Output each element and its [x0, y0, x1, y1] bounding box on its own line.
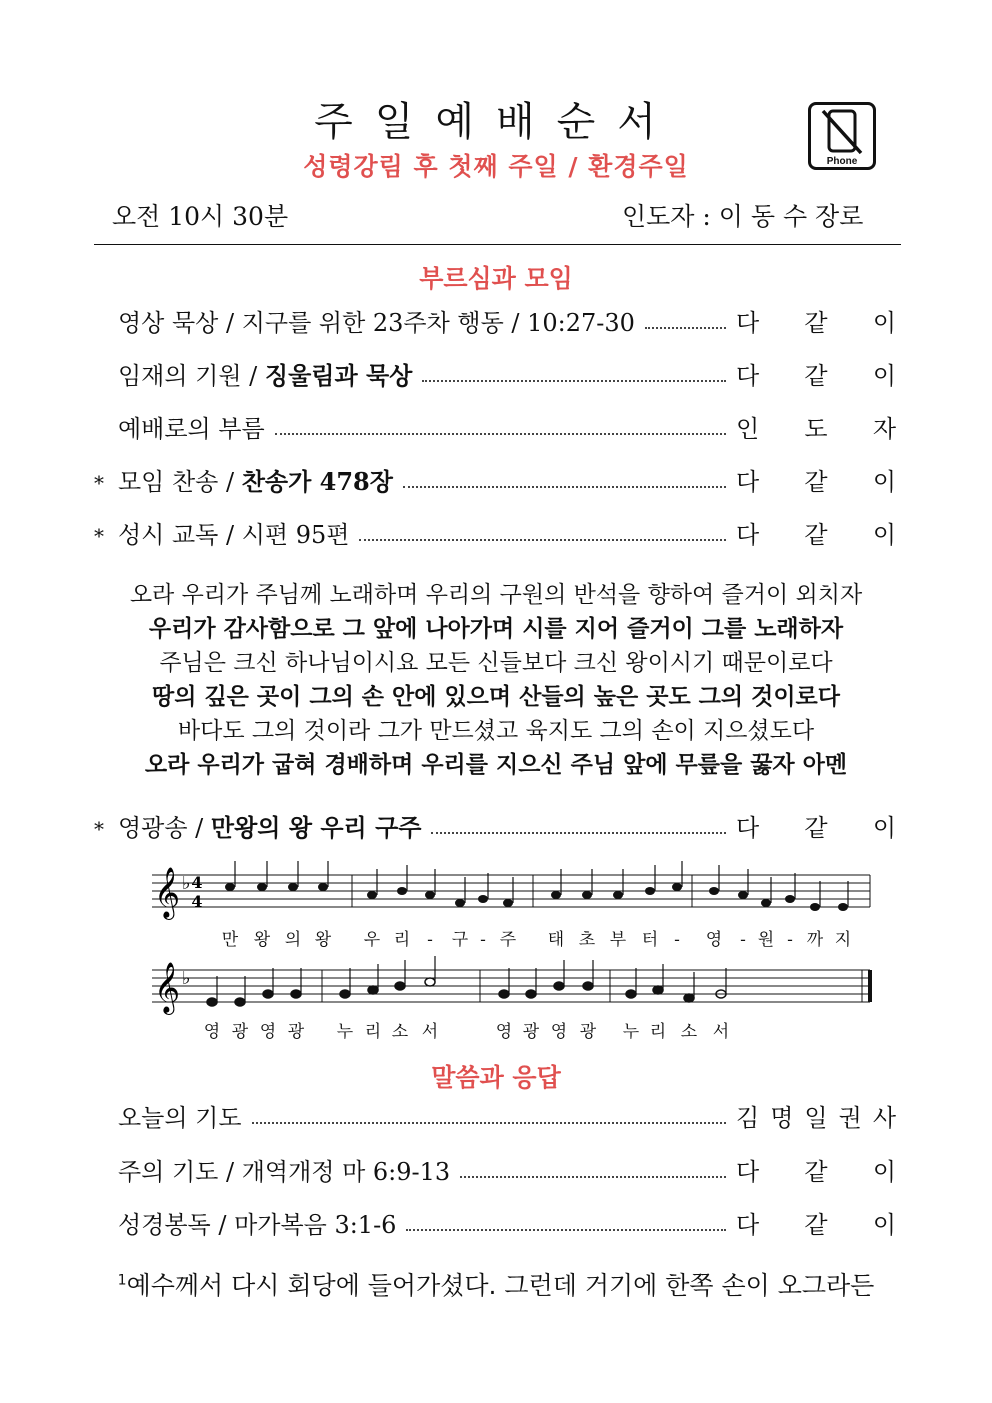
page-subtitle: 성령강림 후 첫째 주일 / 환경주일	[303, 152, 689, 181]
lyric-syllable: 터	[641, 930, 659, 950]
psalm-line: 오라 우리가 굽혀 경배하며 우리를 지으신 주님 앞에 무릎을 꿇자 아멘	[144, 752, 848, 778]
service-item-emphasis: 만왕의 왕 우리 구주	[210, 813, 422, 842]
lyric-syllable: 영	[495, 1022, 513, 1042]
note-head	[810, 903, 820, 911]
lyric-syllable: 태	[547, 930, 565, 950]
lyric-syllable: -	[740, 930, 746, 950]
note-head	[499, 990, 509, 998]
note-head	[318, 883, 328, 891]
participant-char: 자	[872, 415, 896, 443]
service-item-title: 주의 기도 / 개역개정 마 6:9-13	[118, 1158, 451, 1186]
note-head	[340, 990, 350, 998]
service-item	[94, 807, 896, 843]
service-item-participant	[736, 462, 896, 497]
lyric-syllable: 초	[578, 930, 596, 950]
participant-char: 다	[736, 362, 760, 390]
note-head	[235, 998, 245, 1006]
participant-char: 이	[872, 468, 896, 496]
lyric-syllable: 영	[259, 1022, 277, 1042]
note-head	[397, 887, 407, 895]
participant-char: 이	[872, 362, 896, 390]
participant-char: 이	[872, 814, 896, 842]
note-head	[395, 982, 405, 990]
scripture-text	[0, 1266, 992, 1302]
note-head	[582, 891, 592, 899]
service-item-title: 영광송 /	[118, 814, 211, 842]
lyric-syllable: 광	[231, 1022, 249, 1042]
lyric-syllable: 누	[622, 1022, 640, 1042]
psalm-line: 바다도 그의 것이라 그가 만드셨고 육지도 그의 손이 지으셨도다	[177, 718, 815, 744]
header-divider	[94, 244, 901, 245]
lyric-syllable: 누	[336, 1022, 354, 1042]
service-item-participant	[736, 356, 896, 391]
lyric-syllable: 소	[391, 1022, 409, 1042]
participant-char: 같	[804, 309, 828, 337]
lyric-syllable: 지	[834, 930, 852, 950]
participant-char: 다	[736, 1158, 760, 1186]
participant-char: 이	[872, 1158, 896, 1186]
lyric-syllable: 리	[649, 1022, 667, 1042]
participant-char: 일	[804, 1104, 828, 1132]
stand-marker: *	[94, 817, 104, 841]
psalm-line: 주님은 크신 하나님이시요 모든 신들보다 크신 왕이시기 때문이로다	[159, 650, 833, 676]
note-head	[738, 891, 748, 899]
time-signature-bottom: 4	[191, 892, 203, 911]
service-item-label	[118, 409, 265, 444]
scripture-line: 예수께서 다시 회당에 들어가셨다. 그런데 거기에 한쪽 손이 오그라든	[126, 1271, 875, 1300]
participant-char: 도	[804, 415, 828, 443]
note-head	[425, 978, 435, 986]
participant-char: 같	[804, 814, 828, 842]
lyric-syllable: 서	[421, 1022, 439, 1042]
service-item-participant	[736, 808, 896, 843]
note-head	[645, 887, 655, 895]
lyric-syllable: 영	[203, 1022, 221, 1042]
service-item-title: 예배로의 부름	[118, 415, 265, 443]
service-item	[118, 1204, 896, 1240]
service-item-participant	[736, 515, 896, 550]
note-head	[455, 899, 465, 907]
note-head	[626, 990, 636, 998]
note-head	[526, 990, 536, 998]
service-item-label	[118, 462, 393, 497]
participant-char: 같	[804, 362, 828, 390]
lyric-syllable: 영	[705, 930, 723, 950]
note-head	[709, 887, 719, 895]
service-item	[118, 1151, 896, 1187]
note-head	[368, 986, 378, 994]
service-time: 오전 10시 30분	[112, 202, 289, 231]
note-head	[263, 990, 273, 998]
flat-icon: ♭	[182, 873, 191, 894]
lyric-syllable: 만	[221, 930, 239, 950]
dot-leader	[406, 1229, 726, 1231]
service-item-label	[118, 1098, 242, 1133]
service-item	[118, 1097, 896, 1133]
participant-char: 같	[804, 468, 828, 496]
lyric-syllable: -	[480, 930, 486, 950]
service-item-label	[118, 356, 412, 391]
participant-char: 인	[736, 415, 760, 443]
lyric-syllable: 우	[363, 930, 381, 950]
service-item	[118, 408, 896, 444]
note-head	[367, 891, 377, 899]
psalm-line: 우리가 감사함으로 그 앞에 나아가며 시를 지어 즐거이 그를 노래하자	[148, 616, 844, 642]
dot-leader	[275, 433, 726, 435]
participant-char: 같	[804, 521, 828, 549]
participant-char: 김	[736, 1104, 760, 1132]
note-head	[503, 899, 513, 907]
note-head	[672, 883, 682, 891]
participant-char: 권	[838, 1104, 862, 1132]
time-signature-top: 4	[191, 873, 203, 892]
lyric-syllable: 광	[287, 1022, 305, 1042]
participant-char: 명	[770, 1104, 794, 1132]
note-head	[613, 891, 623, 899]
lyric-syllable: 왕	[314, 930, 332, 950]
service-item-label	[118, 515, 349, 550]
participant-char: 다	[736, 468, 760, 496]
service-item	[94, 514, 896, 550]
service-item-title: 임재의 기원 /	[118, 362, 265, 390]
service-item-emphasis: 찬송가 478장	[241, 467, 393, 496]
service-item-label	[118, 1152, 450, 1187]
note-head	[551, 891, 561, 899]
lyric-syllable: 원	[757, 930, 775, 950]
participant-char: 같	[804, 1211, 828, 1239]
note-head	[761, 899, 771, 907]
note-head	[684, 994, 694, 1002]
dot-leader	[460, 1176, 726, 1178]
note-head	[291, 990, 301, 998]
service-item-participant	[736, 1205, 896, 1240]
service-item-label	[118, 303, 635, 338]
service-item-label	[118, 808, 421, 843]
psalm-line: 오라 우리가 주님께 노래하며 우리의 구원의 반석을 향하여 즐거이 외치자	[129, 582, 863, 608]
service-item-title: 오늘의 기도	[118, 1104, 242, 1132]
lyric-syllable: 부	[609, 930, 627, 950]
lyric-syllable: 까	[806, 930, 824, 950]
service-item-title: 성시 교독 / 시편 95편	[118, 521, 350, 549]
service-item-title: 모임 찬송 /	[118, 468, 242, 496]
dot-leader	[403, 486, 726, 488]
treble-clef-icon: 𝄞	[154, 867, 181, 918]
note-head	[554, 982, 564, 990]
service-item-emphasis: 징울림과 묵상	[264, 361, 413, 390]
dot-leader	[645, 327, 726, 329]
page-title: 주일예배순서	[314, 99, 678, 145]
lyric-syllable: 서	[712, 1022, 730, 1042]
psalm-line: 땅의 깊은 곳이 그의 손 안에 있으며 산들의 높은 곳도 그의 것이로다	[152, 684, 840, 710]
lyric-syllable: 의	[284, 930, 302, 950]
participant-char: 이	[872, 1211, 896, 1239]
lyric-syllable: 구	[451, 930, 469, 950]
note-head	[288, 883, 298, 891]
service-item-participant	[736, 1152, 896, 1187]
flat-icon: ♭	[182, 968, 191, 989]
note-head	[207, 998, 217, 1006]
lyric-syllable: 영	[550, 1022, 568, 1042]
participant-char: 다	[736, 814, 760, 842]
dot-leader	[422, 380, 726, 382]
lyric-syllable: -	[427, 930, 433, 950]
note-head	[653, 986, 663, 994]
stand-marker: *	[94, 471, 104, 495]
service-item-title: 영상 묵상 / 지구를 위한 23주차 행동 / 10:27-30	[118, 309, 635, 337]
participant-char: 사	[872, 1104, 896, 1132]
participant-char: 다	[736, 1211, 760, 1239]
lyric-syllable: 광	[579, 1022, 597, 1042]
note-head	[583, 982, 593, 990]
lyric-syllable: 주	[499, 930, 517, 950]
lyric-syllable: 소	[680, 1022, 698, 1042]
service-item-participant	[736, 1098, 896, 1133]
note-head	[785, 895, 795, 903]
note-head	[478, 895, 488, 903]
service-item-participant	[736, 409, 896, 444]
service-item	[118, 355, 896, 391]
participant-char: 이	[872, 521, 896, 549]
lyric-syllable: -	[787, 930, 793, 950]
lyric-syllable: 광	[522, 1022, 540, 1042]
lyric-syllable: 리	[364, 1022, 382, 1042]
section-title-word: 말씀과 응답	[431, 1063, 561, 1092]
note-head	[425, 891, 435, 899]
stand-marker: *	[94, 524, 104, 548]
music-score	[0, 855, 992, 1050]
lyric-syllable: -	[674, 930, 680, 950]
service-item	[94, 461, 896, 497]
note-head	[838, 903, 848, 911]
service-item	[118, 302, 896, 338]
dot-leader	[431, 832, 726, 834]
participant-char: 다	[736, 521, 760, 549]
note-head	[225, 883, 235, 891]
participant-char: 이	[872, 309, 896, 337]
dot-leader	[252, 1122, 726, 1124]
psalm-reading	[0, 578, 992, 782]
service-leader: 인도자 : 이 동 수 장로	[622, 202, 864, 231]
participant-char: 다	[736, 309, 760, 337]
dot-leader	[359, 539, 726, 541]
treble-clef-icon: 𝄞	[154, 962, 181, 1013]
service-item-title: 성경봉독 / 마가복음 3:1-6	[118, 1211, 397, 1239]
lyric-syllable: 왕	[253, 930, 271, 950]
lyric-syllable: 리	[393, 930, 411, 950]
service-item-participant	[736, 303, 896, 338]
verse-number: 1	[117, 1272, 127, 1289]
phone-label: Phone	[826, 156, 858, 167]
note-head	[257, 883, 267, 891]
section-title-calling: 부르심과 모임	[419, 264, 573, 293]
service-item-label	[118, 1205, 396, 1240]
participant-char: 같	[804, 1158, 828, 1186]
no-phone-icon	[808, 102, 876, 170]
